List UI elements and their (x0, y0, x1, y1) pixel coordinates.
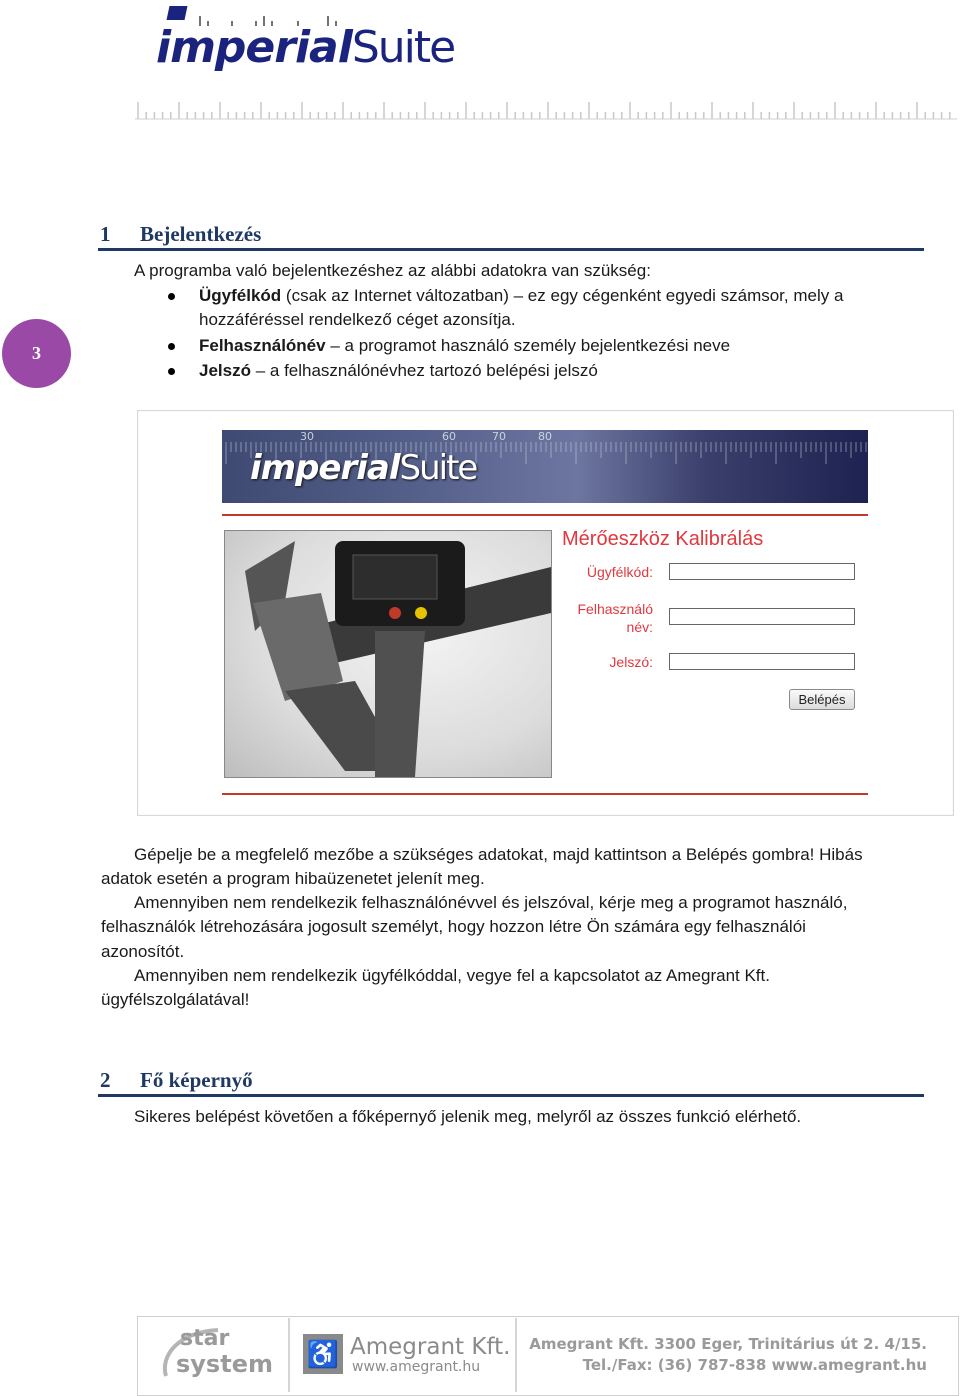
paragraph-line: Amennyiben nem rendelkezik felhasználónévvel és jelszóval, kérje meg a programot használó, (134, 893, 848, 912)
section-heading-2 (100, 1068, 253, 1093)
bullet-item-username (199, 334, 730, 358)
star-system-word2: system (176, 1350, 273, 1378)
bullet-desc: – a felhasználónévhez tartozó belépési jelszó (250, 361, 598, 380)
caliper-photo (224, 530, 552, 778)
section-number: 1 (100, 222, 111, 246)
paragraph-line: Amennyiben nem rendelkezik ügyfélkóddal, vegye fel a kapcsolatot az Amegrant Kft. (134, 966, 770, 985)
bullet-dot (168, 293, 175, 300)
bullet-term: Felhasználónév (199, 336, 326, 355)
bullet-desc: (csak az Internet változatban) – ez egy cégenként egyedi számsor, mely a (281, 286, 844, 305)
login-banner (222, 430, 868, 503)
header-ruler-decoration (135, 100, 957, 120)
logo-i-dot (167, 6, 188, 20)
svg-text:30: 30 (300, 430, 314, 443)
username-label-line2: név: (626, 619, 653, 635)
svg-text:60: 60 (442, 430, 456, 443)
login-title: Mérőeszköz Kalibrálás (562, 528, 764, 550)
imperialsuite-logo (150, 0, 455, 90)
star-system-word1: star (180, 1326, 230, 1351)
logo-word-imperial: imperial (156, 22, 352, 73)
section-rule-1 (98, 248, 924, 251)
amegrant-company-name: Amegrant Kft. (350, 1334, 511, 1360)
banner-logo-imperial: imperial (250, 448, 400, 488)
bullet-dot (168, 343, 175, 350)
section2-text: Sikeres belépést követően a főképernyő jelenik meg, melyről az összes funkció elérhető. (134, 1107, 802, 1126)
footer-phone: Tel./Fax: (36) 787-838 www.amegrant.hu (582, 1356, 927, 1374)
bullet-term: Jelszó (199, 361, 251, 380)
amegrant-website: www.amegrant.hu (352, 1359, 481, 1375)
svg-text:80: 80 (538, 430, 552, 443)
svg-text:70: 70 (492, 430, 506, 443)
paragraph-line: adatok esetén a program hibaüzenetet jelenít meg. (101, 869, 485, 888)
caliper-illustration (225, 531, 551, 777)
section-rule-2 (98, 1094, 924, 1097)
section-title: Fő képernyő (140, 1068, 253, 1092)
amegrant-icon: ♿ (303, 1334, 343, 1374)
footer-divider (288, 1318, 290, 1392)
section-title: Bejelentkezés (140, 222, 262, 246)
intro-text: A programba való bejelentkezéshez az alábbi adatokra van szükség: (134, 261, 651, 280)
bullet-dot (168, 368, 175, 375)
password-label: Jelszó: (609, 654, 653, 670)
footer-divider (515, 1318, 517, 1392)
bullet-term: Ügyfélkód (199, 286, 282, 305)
client-code-label: Ügyfélkód: (586, 564, 653, 580)
password-input[interactable] (669, 653, 855, 670)
star-system-logo (158, 1326, 273, 1386)
paragraph-line: ügyfélszolgálatával! (101, 990, 250, 1009)
logo-word-suite: Suite (351, 22, 455, 73)
client-code-input[interactable] (669, 563, 855, 580)
paragraph-line: Gépelje be a megfelelő mezőbe a szükséges adatokat, majd kattintson a Belépés gombra! Hibás (134, 845, 863, 864)
bullet-item-client-code (199, 284, 843, 308)
bullet-item-password (199, 359, 598, 383)
login-button[interactable]: Belépés (789, 689, 855, 710)
paragraph-line: felhasználók létrehozására jogosult személyt, hogy hozzon létre Ön számára egy felhasználói (101, 917, 806, 936)
bullet-desc-continued: hozzáféréssel rendelkező céget azonsítja. (199, 310, 516, 329)
page-number-badge: 3 (2, 319, 71, 388)
username-label-line1: Felhasználó (577, 601, 653, 617)
footer-red-rule (222, 793, 868, 795)
section-number: 2 (100, 1068, 111, 1092)
banner-red-rule (222, 514, 868, 516)
username-input[interactable] (669, 608, 855, 625)
section-heading-1 (100, 222, 261, 247)
banner-logo-suite: Suite (399, 448, 477, 488)
footer-address: Amegrant Kft. 3300 Eger, Trinitárius út 2. 4/15. (529, 1335, 927, 1353)
bullet-desc: – a programot használó személy bejelentkezési neve (325, 336, 731, 355)
paragraph-line: azonosítót. (101, 942, 185, 961)
